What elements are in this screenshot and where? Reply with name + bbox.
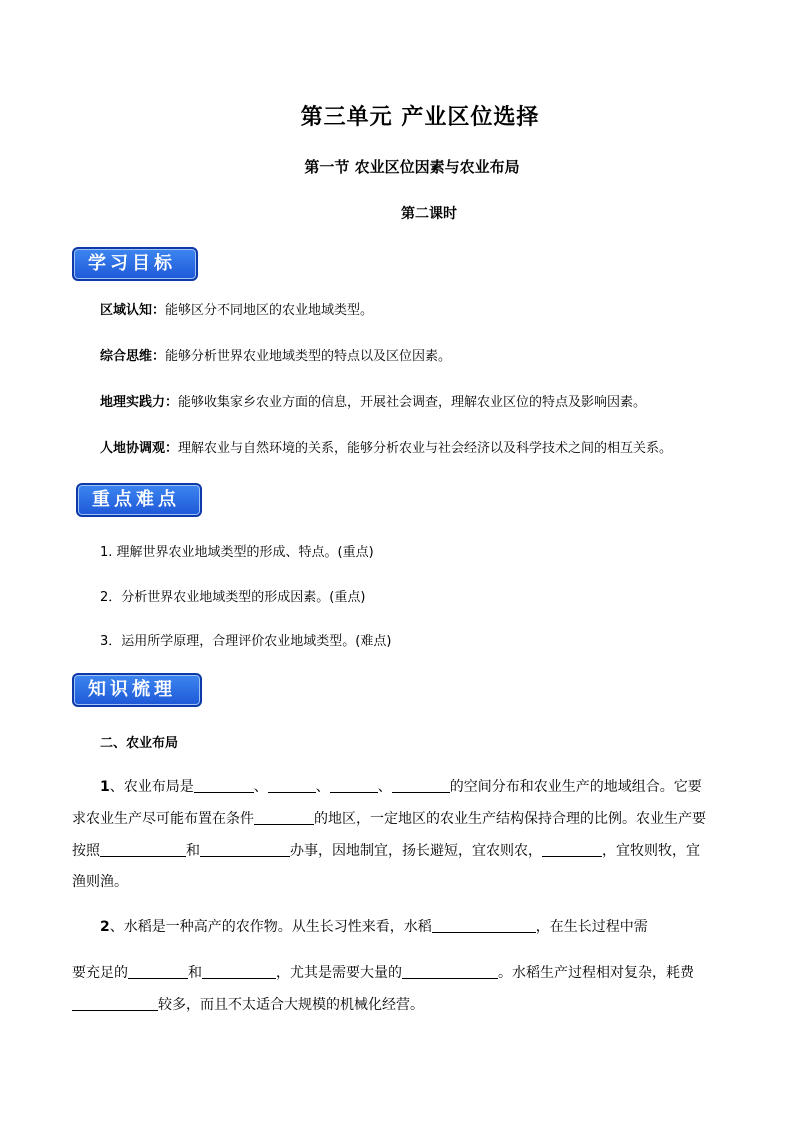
fill-blank[interactable]: [200, 842, 290, 857]
text-span: 、水稻是一种高产的农作物。从生长习性来看，水稻: [109, 919, 432, 935]
keypoint-item: 2．分析世界农业地域类型的形成因素。(重点): [100, 590, 366, 605]
paragraph-number: 2: [100, 919, 110, 935]
objective-item: [100, 440, 672, 458]
keypoint-item: 1. 理解世界农业地域类型的形成、特点。(重点): [100, 545, 374, 560]
text-span: ，尤其是需要大量的: [276, 965, 402, 981]
paragraph-1-line-2: [72, 808, 706, 828]
fill-blank[interactable]: [330, 778, 378, 793]
objective-text: 理解农业与自然环境的关系，能够分析农业与社会经济以及科学技术之间的相互关系。: [178, 441, 673, 456]
fill-blank[interactable]: [202, 964, 276, 979]
text-span: 求农业生产尽可能布置在条件: [72, 811, 254, 827]
lesson-title: 第二课时: [401, 206, 457, 222]
paragraph-1-line-3: [72, 840, 700, 860]
objectives-badge: 学习目标: [72, 247, 198, 281]
text-span: 和: [186, 843, 200, 859]
objective-item: [100, 394, 646, 412]
objective-text: 能够分析世界农业地域类型的特点以及区位因素。: [165, 349, 452, 364]
paragraph-2-line-3: [72, 994, 424, 1014]
knowledge-badge: 知识梳理: [72, 673, 202, 707]
objective-item: [100, 302, 373, 320]
text-span: ，在生长过程中需: [535, 919, 648, 935]
text-span: 、: [377, 779, 392, 795]
paragraph-number: 1: [100, 779, 110, 795]
fill-blank[interactable]: [432, 918, 536, 933]
text-span: 、: [315, 779, 330, 795]
paragraph-1-line-4: [72, 871, 128, 891]
objective-key: 地理实践力：: [100, 395, 179, 410]
objective-text: 能够收集家乡农业方面的信息，开展社会调查，理解农业区位的特点及影响因素。: [178, 395, 647, 410]
fill-blank[interactable]: [128, 964, 188, 979]
fill-blank[interactable]: [72, 996, 158, 1011]
text-span: 较多，而且不太适合大规模的机械化经营。: [158, 997, 424, 1013]
objective-item: [100, 348, 451, 366]
section-title: 第一节 农业区位因素与农业布局: [304, 158, 520, 176]
fill-blank[interactable]: [254, 810, 314, 825]
text-span: 的地区，一定地区的农业生产结构保持合理的比例。农业生产要: [314, 811, 706, 827]
paragraph-1-line-1: [100, 776, 702, 796]
text-span: 、: [253, 779, 268, 795]
paragraph-2-line-2: [72, 962, 694, 982]
objective-key: 综合思维：: [100, 349, 166, 364]
unit-title: 第三单元 产业区位选择: [300, 105, 540, 130]
paragraph-2-line-1: [100, 916, 648, 936]
text-span: 渔则渔。: [72, 874, 128, 890]
fill-blank[interactable]: [402, 964, 498, 979]
text-span: ，宜牧则牧，宜: [602, 843, 700, 859]
text-span: 按照: [72, 843, 100, 859]
keypoints-badge: 重点难点: [76, 483, 202, 517]
knowledge-heading: 二、农业布局: [100, 736, 179, 751]
text-span: 的空间分布和农业生产的地域组合。它要: [449, 779, 702, 795]
fill-blank[interactable]: [100, 842, 186, 857]
fill-blank[interactable]: [268, 778, 316, 793]
objective-key: 区域认知：: [100, 303, 166, 318]
objective-key: 人地协调观：: [100, 441, 179, 456]
text-span: 和: [188, 965, 202, 981]
text-span: 办事，因地制宜，扬长避短，宜农则农，: [290, 843, 542, 859]
fill-blank[interactable]: [194, 778, 254, 793]
keypoint-item: 3．运用所学原理，合理评价农业地域类型。(难点): [100, 634, 392, 649]
fill-blank[interactable]: [542, 842, 602, 857]
fill-blank[interactable]: [392, 778, 450, 793]
text-span: 。水稻生产过程相对复杂，耗费: [498, 965, 694, 981]
text-span: 要充足的: [72, 965, 128, 981]
objective-text: 能够区分不同地区的农业地域类型。: [165, 303, 374, 318]
text-span: 、农业布局是: [109, 779, 194, 795]
